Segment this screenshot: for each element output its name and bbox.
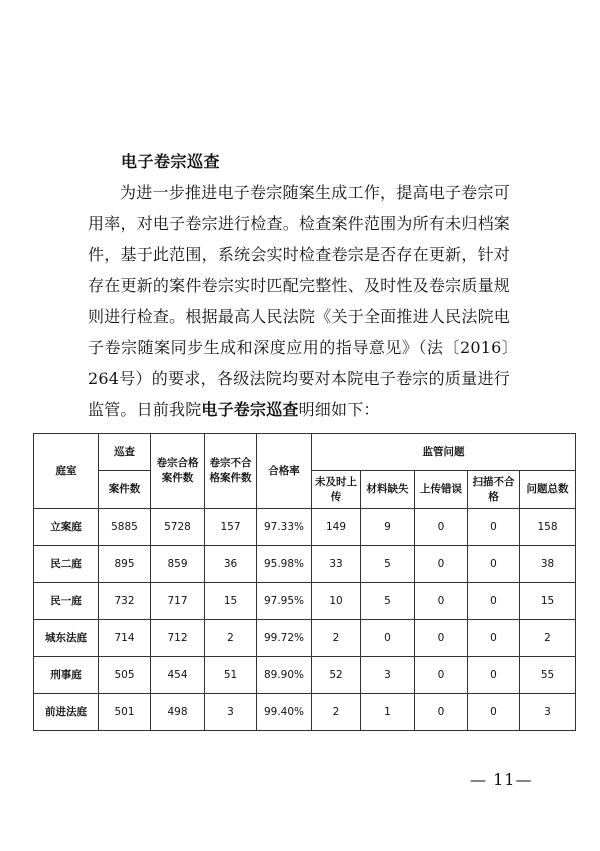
table-row	[34, 657, 576, 694]
cell-missing-material: 5	[361, 583, 415, 620]
col-header-inspect-bottom: 案件数	[99, 471, 151, 509]
cell-missing-material: 5	[361, 546, 415, 583]
cell-upload-error: 0	[415, 546, 468, 583]
cell-scan-unqualified: 0	[468, 657, 520, 694]
cell-qualified: 717	[151, 583, 205, 620]
cell-rate: 99.72%	[257, 620, 312, 657]
cell-unqualified: 36	[205, 546, 257, 583]
cell-inspected: 5885	[99, 509, 151, 546]
cell-inspected: 732	[99, 583, 151, 620]
col-header-rate: 合格率	[257, 434, 312, 509]
cell-late-upload: 33	[312, 546, 361, 583]
col-header-qualified: 卷宗合格案件数	[151, 434, 205, 509]
cell-unqualified: 3	[205, 694, 257, 731]
cell-upload-error: 0	[415, 620, 468, 657]
table-row	[34, 546, 576, 583]
cell-rate: 99.40%	[257, 694, 312, 731]
cell-upload-error: 0	[415, 694, 468, 731]
cell-issue-total: 55	[520, 657, 576, 694]
col-header-inspect-top: 巡查	[99, 434, 151, 471]
cell-unqualified: 51	[205, 657, 257, 694]
cell-qualified: 454	[151, 657, 205, 694]
col-header-missing-material: 材料缺失	[361, 471, 415, 509]
inspection-table	[33, 433, 576, 731]
cell-issue-total: 38	[520, 546, 576, 583]
cell-upload-error: 0	[415, 657, 468, 694]
cell-room: 城东法庭	[34, 620, 99, 657]
cell-qualified: 5728	[151, 509, 205, 546]
cell-qualified: 498	[151, 694, 205, 731]
cell-late-upload: 10	[312, 583, 361, 620]
paragraph-text: 为进一步推进电子卷宗随案生成工作，提高电子卷宗可用率，对电子卷宗进行检查。检查案件范围为所有未归档案件，基于此范围，系统会实时检查卷宗是否存在更新，针对存在更新的案件卷宗实时匹配完整性、及时性及卷宗质量规则进行检查。根据最高人民法院《关于全面推进人民法院电子卷宗随案同步生成和深度应用的指导意见》（法〔2016〕264号）的要求，各级法院均要对本院电子卷宗的质量进行监管。日前我院	[88, 183, 510, 419]
cell-rate: 97.95%	[257, 583, 312, 620]
cell-scan-unqualified: 0	[468, 583, 520, 620]
cell-scan-unqualified: 0	[468, 694, 520, 731]
cell-missing-material: 1	[361, 694, 415, 731]
cell-inspected: 501	[99, 694, 151, 731]
cell-rate: 89.90%	[257, 657, 312, 694]
cell-late-upload: 2	[312, 620, 361, 657]
cell-issue-total: 15	[520, 583, 576, 620]
cell-rate: 97.33%	[257, 509, 312, 546]
section-heading: 电子卷宗巡查	[121, 152, 221, 171]
table-row	[34, 694, 576, 731]
cell-late-upload: 149	[312, 509, 361, 546]
cell-room: 刑事庭	[34, 657, 99, 694]
cell-inspected: 505	[99, 657, 151, 694]
cell-qualified: 859	[151, 546, 205, 583]
cell-qualified: 712	[151, 620, 205, 657]
cell-unqualified: 2	[205, 620, 257, 657]
cell-room: 前进法庭	[34, 694, 99, 731]
cell-missing-material: 9	[361, 509, 415, 546]
col-header-upload-error: 上传错误	[415, 471, 468, 509]
cell-missing-material: 0	[361, 620, 415, 657]
cell-scan-unqualified: 0	[468, 509, 520, 546]
paragraph-bold-text: 电子卷宗巡查	[201, 400, 299, 419]
col-header-room: 庭室	[34, 434, 99, 509]
cell-unqualified: 15	[205, 583, 257, 620]
cell-upload-error: 0	[415, 509, 468, 546]
cell-inspected: 895	[99, 546, 151, 583]
cell-issue-total: 158	[520, 509, 576, 546]
paragraph-tail-text: 明细如下：	[298, 400, 380, 419]
cell-rate: 95.98%	[257, 546, 312, 583]
cell-late-upload: 52	[312, 657, 361, 694]
cell-late-upload: 2	[312, 694, 361, 731]
cell-upload-error: 0	[415, 583, 468, 620]
col-header-late-upload: 未及时上传	[312, 471, 361, 509]
cell-room: 民一庭	[34, 583, 99, 620]
col-header-issues-group: 监管问题	[312, 434, 576, 471]
table-row	[34, 583, 576, 620]
cell-issue-total: 2	[520, 620, 576, 657]
col-header-issue-total: 问题总数	[520, 471, 576, 509]
cell-room: 立案庭	[34, 509, 99, 546]
cell-issue-total: 3	[520, 694, 576, 731]
cell-scan-unqualified: 0	[468, 620, 520, 657]
cell-inspected: 714	[99, 620, 151, 657]
body-paragraph	[88, 177, 510, 425]
col-header-unqualified: 卷宗不合格案件数	[205, 434, 257, 509]
table-row	[34, 620, 576, 657]
page-number: — 11—	[470, 770, 533, 789]
table-row	[34, 509, 576, 546]
cell-missing-material: 3	[361, 657, 415, 694]
cell-scan-unqualified: 0	[468, 546, 520, 583]
cell-unqualified: 157	[205, 509, 257, 546]
cell-room: 民二庭	[34, 546, 99, 583]
col-header-scan-unqualified: 扫描不合格	[468, 471, 520, 509]
